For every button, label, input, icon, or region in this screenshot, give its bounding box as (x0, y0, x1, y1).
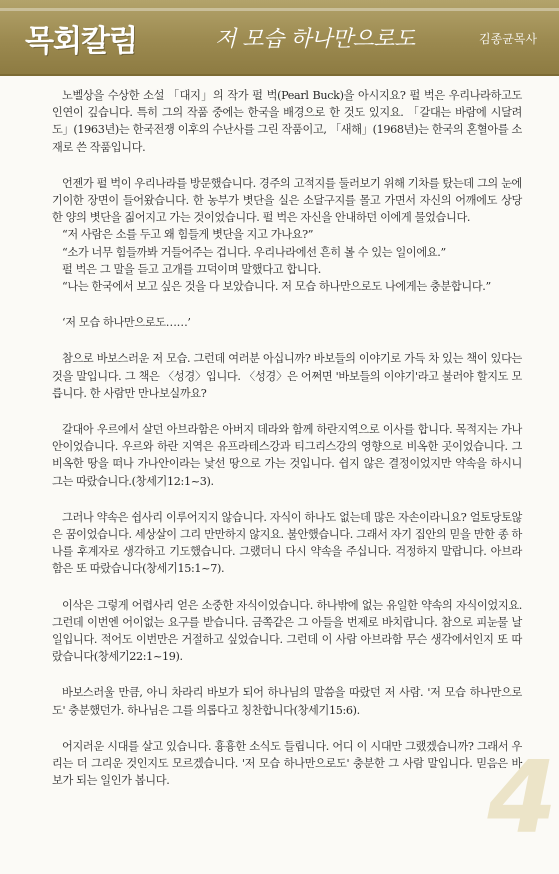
quote-line: “나는 한국에서 보고 싶은 것을 다 보았습니다. 저 모습 하나만으로도 나에게는 충분합니다.” (62, 280, 491, 294)
paragraph: 펄 벅은 그 말을 듣고 고개를 끄덕이며 말했다고 합니다. (62, 262, 321, 276)
page-number: 4 (487, 739, 557, 856)
quote-line: ‘저 모습 하나만으로도……’ (62, 316, 191, 330)
header-highlight (0, 8, 559, 11)
author-name: 김종균목사 (479, 32, 537, 46)
article-body (52, 87, 522, 809)
paragraph: 갈대아 우르에서 살던 아브라함은 아버지 데라와 함께 하란지역으로 이사를 합니다. 목적지는 가나안이었습니다. 우르와 하란 지역은 유프라테스강과 티그리스강의 영향으로 비옥한 곳이었습니다. 그 비옥한 땅을 떠나 가나안이라는 낯선 땅으로 가는 것입니다. 쉽지 않은 결정이었지만 약속을 하시니 그는 따랐습니다.(창세기12:1~3). (52, 423, 522, 488)
paragraph: 바보스러울 만큼, 아니 차라리 바보가 되어 하나님의 말씀을 따랐던 저 사람. '저 모습 하나만으로도' 충분했던가. 하나님은 그를 의롭다고 칭찬합니다(창세기15:6). (52, 686, 522, 717)
column-title: 저 모습 하나만으로도 (215, 27, 415, 52)
column-brand: 목회칼럼 (25, 24, 137, 59)
paragraph: 언젠가 펄 벅이 우리나라를 방문했습니다. 경주의 고적지를 둘러보기 위해 기차를 탔는데 그의 눈에 기이한 장면이 들어왔습니다. 한 농부가 볏단을 실은 소달구지를 몰고 가면서 자신의 어깨에도 상당한 양의 볏단을 짊어지고 가는 것이었습니다. 펄 벅은 자신을 안내하던 이에게 물었습니다. (52, 176, 522, 225)
paragraph: 그러나 약속은 쉽사리 이루어지지 않습니다. 자식이 하나도 없는데 많은 자손이라니요? 얼토당토않은 꿈이었습니다. 세상살이 그리 만만하지 않지요. 불안했습니다. 그래서 자기 집안의 믿을 만한 종 하나를 후계자로 생각하고 기도했습니다. 그랬더니 다시 약속을 주십니다. 걱정하지 말랍니다. 아브라함은 또 따랐습니다(창세기15:1~7). (52, 510, 522, 576)
paragraph: 이삭은 그렇게 어렵사리 얻은 소중한 자식이었습니다. 하나밖에 없는 유일한 약속의 자식이었지요. 그런데 이번엔 어이없는 요구를 받습니다. 금쪽같은 그 아들을 번제로 바치랍니다. 참으로 피눈물 날 일입니다. 적어도 이번만은 거절하고 싶었습니다. 그런데 이 사람 아브라함 무슨 생각에서인지 또 따랐습니다(창세기22:1~19). (52, 598, 522, 664)
paragraph: 노벨상을 수상한 소설 「대지」의 작가 펄 벅(Pearl Buck)을 아시지요? 펄 벅은 우리나라하고도 인연이 깊습니다. 특히 그의 작품 중에는 한국을 배경으로 한 것도 있지요. 「갈대는 바람에 시달려도」(1963년)는 한국전쟁 이후의 수난사를 그린 작품이고, 「새해」(1968년)는 한국의 혼혈아를 소재로 쓴 작품입니다. (52, 89, 522, 154)
paragraph: 참으로 바보스러운 저 모습. 그런데 여러분 아십니까? 바보들의 이야기로 가득 차 있는 책이 있다는 것을 말입니다. 그 책은 〈성경〉입니다. 〈성경〉은 어쩌면 '바보들의 이야기'라고 불러야 할지도 모릅니다. 한 사람만 만나보실까요? (52, 352, 522, 400)
quote-line: “소가 너무 힘들까봐 거들어주는 겁니다. 우리나라에선 흔히 볼 수 있는 일이에요.” (62, 245, 446, 259)
paragraph: 어지러운 시대를 살고 있습니다. 흉흉한 소식도 들립니다. 어디 이 시대만 그랬겠습니까? 그래서 우리는 더 그리운 것인지도 모르겠습니다. '저 모습 하나만으로도' 충분한 그 사람 말입니다. 믿음은 바보가 되는 일인가 봅니다. (52, 739, 522, 788)
column-header (0, 0, 559, 76)
quote-line: “저 사람은 소를 두고 왜 힘들게 볏단을 지고 가나요?” (62, 228, 314, 242)
